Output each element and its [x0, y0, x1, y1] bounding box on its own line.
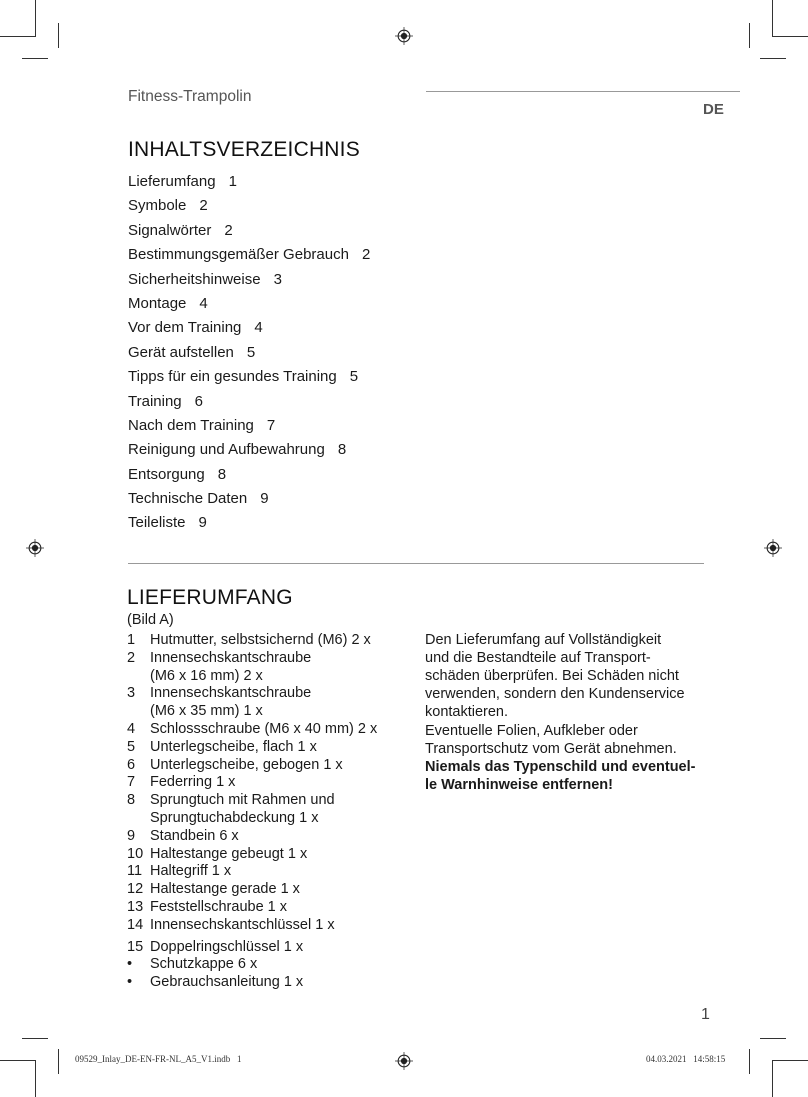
crop-mark [760, 1038, 786, 1039]
toc-heading: INHALTSVERZEICHNIS [128, 138, 360, 161]
item-text: Hutmutter, selbstsichernd (M6) 2 x [150, 632, 371, 648]
toc-entry-page: 5 [349, 368, 359, 386]
crop-mark [22, 1038, 48, 1039]
crop-mark [772, 0, 773, 36]
item-text: (M6 x 35 mm) 1 x [150, 703, 263, 720]
item-text: Haltestange gerade 1 x [150, 881, 300, 898]
crop-mark [58, 23, 59, 48]
text-line: verwenden, sondern den Kundenservice [425, 686, 685, 702]
toc-entry[interactable] [128, 438, 370, 462]
crop-mark [749, 1049, 750, 1074]
item-number: 15 [127, 938, 144, 955]
item-text: Doppelringschlüssel 1 x [150, 938, 304, 955]
item-text: Unterlegscheibe, flach 1 x [150, 738, 317, 755]
document-title: Fitness-Trampolin [128, 88, 252, 105]
bullet: • [127, 956, 133, 973]
toc-entry-page: 9 [260, 490, 269, 508]
toc-entry-page: 8 [337, 441, 347, 459]
item-number: 8 [127, 792, 136, 809]
crop-mark [58, 1049, 59, 1074]
item-text: Standbein 6 x [150, 827, 239, 844]
toc-entry-page: 8 [217, 465, 227, 483]
item-number: 10 [127, 845, 144, 862]
toc-entry-label: Training [128, 392, 182, 410]
crop-mark [749, 23, 750, 48]
list-item [127, 974, 417, 992]
crop-mark [35, 1061, 36, 1097]
footer-timestamp: 04.03.2021 14:58:15 [646, 1054, 726, 1064]
item-text: Innensechskantschlüssel 1 x [150, 916, 335, 933]
toc-entry-page: 2 [361, 246, 371, 264]
item-text: Gebrauchsanleitung 1 x [150, 974, 304, 991]
header-divider [426, 91, 740, 92]
toc-entry-page: 2 [199, 197, 208, 215]
crop-mark [772, 1061, 773, 1097]
list-item [127, 774, 417, 792]
item-number: 12 [127, 881, 144, 898]
check-instructions [425, 631, 715, 721]
bullet: • [127, 974, 133, 991]
toc-entry-label: Gerät aufstellen [128, 343, 234, 361]
item-number: 7 [127, 774, 136, 791]
crop-mark [0, 1060, 36, 1061]
scope-heading: LIEFERUMFANG [127, 586, 293, 609]
item-number: 6 [127, 756, 136, 773]
crop-mark [22, 58, 48, 59]
toc-entry[interactable] [128, 365, 370, 389]
toc-entry-label: Tipps für ein gesundes Training [128, 368, 337, 386]
section-divider [128, 563, 704, 564]
text-line: und die Bestandteile auf Transport- [425, 650, 651, 666]
text-line: Eventuelle Folien, Aufkleber oder [425, 723, 638, 739]
warning-text [425, 758, 715, 794]
toc-entry[interactable] [128, 243, 370, 267]
toc-entry[interactable] [128, 268, 370, 292]
page-number: 1 [701, 1006, 710, 1023]
list-item [127, 757, 417, 775]
list-item [127, 846, 417, 864]
language-tag: DE [703, 101, 724, 118]
text-line: le Warnhinweise entfernen! [425, 777, 613, 793]
figure-reference: (Bild A) [127, 612, 174, 628]
toc-entry-label: Teileliste [128, 514, 186, 532]
toc-entry-page: 2 [224, 221, 233, 239]
item-number: 14 [127, 916, 144, 933]
parts-list [127, 632, 417, 992]
list-item [127, 685, 417, 721]
item-number: 3 [127, 685, 136, 702]
list-item [127, 863, 417, 881]
toc-entry-label: Reinigung und Aufbewahrung [128, 441, 325, 459]
item-text: Feststellschraube 1 x [150, 898, 288, 915]
text-line: Den Lieferumfang auf Vollständigkeit [425, 632, 662, 648]
toc-entry-label: Nach dem Training [128, 416, 254, 434]
toc-entry[interactable] [128, 487, 370, 511]
registration-mark-icon [395, 1052, 413, 1070]
toc-entry[interactable] [128, 170, 370, 194]
item-number: 13 [127, 898, 144, 915]
crop-mark [772, 36, 808, 37]
text-line: schäden überprüfen. Bei Schäden nicht [425, 668, 679, 684]
list-item [127, 739, 417, 757]
toc-entry[interactable] [128, 341, 370, 365]
item-number: 11 [127, 863, 143, 880]
toc-entry-page: 1 [228, 173, 237, 190]
item-number: 5 [127, 738, 136, 755]
list-item [127, 650, 417, 686]
item-text: Haltegriff 1 x [150, 863, 232, 880]
toc-entry-page: 3 [273, 270, 282, 288]
crop-mark [772, 1060, 808, 1061]
toc-entry[interactable] [128, 390, 370, 414]
item-text: Innensechskantschraube [150, 649, 312, 666]
list-item [127, 632, 417, 650]
toc-entry-label: Vor dem Training [128, 319, 242, 337]
toc-entry-label: Signalwörter [128, 221, 212, 239]
toc-entry-label: Montage [128, 294, 187, 312]
text-line: Transportschutz vom Gerät abnehmen. [425, 741, 677, 757]
list-item [127, 881, 417, 899]
toc-entry-page: 7 [266, 416, 276, 434]
toc-entry[interactable] [128, 414, 370, 438]
item-number: 4 [127, 720, 136, 737]
toc-entry-label: Bestimmungsgemäßer Gebrauch [128, 246, 349, 264]
text-line: kontaktieren. [425, 704, 509, 720]
text-line: Niemals das Typenschild und eventuel- [425, 759, 696, 775]
toc-entry-label: Sicherheitshinweise [128, 270, 261, 288]
toc-entry-page: 4 [254, 319, 263, 337]
item-text: Haltestange gebeugt 1 x [150, 845, 308, 862]
toc-entry[interactable] [128, 463, 370, 487]
item-text: Innensechskantschraube [150, 685, 312, 702]
list-item [127, 939, 417, 957]
toc-entry[interactable] [128, 292, 370, 316]
item-text: Sprungtuch mit Rahmen und [150, 792, 335, 809]
toc-entry-label: Technische Daten [128, 490, 248, 508]
footer-filename: 09529_Inlay_DE-EN-FR-NL_A5_V1.indb 1 [75, 1054, 242, 1064]
toc-entry-page: 4 [199, 294, 208, 312]
list-item [127, 828, 417, 846]
table-of-contents [128, 170, 370, 536]
toc-entry[interactable] [128, 219, 370, 243]
removal-instructions [425, 722, 715, 758]
scope-notes [425, 631, 715, 794]
item-text: (M6 x 16 mm) 2 x [150, 667, 263, 684]
toc-entry-page: 6 [194, 392, 203, 410]
list-item [127, 721, 417, 739]
registration-mark-icon [764, 539, 782, 557]
toc-entry[interactable] [128, 511, 370, 535]
toc-entry-label: Symbole [128, 197, 187, 215]
toc-entry[interactable] [128, 316, 370, 340]
item-text: Unterlegscheibe, gebogen 1 x [150, 756, 343, 773]
item-number: 1 [127, 632, 136, 648]
registration-mark-icon [26, 539, 44, 557]
item-number: 2 [127, 649, 136, 666]
item-text: Schutzkappe 6 x [150, 956, 258, 973]
crop-mark [760, 58, 786, 59]
toc-entry[interactable] [128, 194, 370, 218]
item-text: Schlossschraube (M6 x 40 mm) 2 x [150, 720, 378, 737]
toc-entry-page: 5 [246, 343, 256, 361]
crop-mark [0, 36, 36, 37]
list-item [127, 899, 417, 917]
item-number: 9 [127, 827, 136, 844]
item-text: Federring 1 x [150, 774, 236, 791]
crop-mark [35, 0, 36, 36]
list-item [127, 792, 417, 828]
registration-mark-icon [395, 27, 413, 45]
toc-entry-label: Lieferumfang [128, 173, 216, 190]
toc-entry-page: 9 [198, 514, 207, 532]
toc-entry-label: Entsorgung [128, 465, 205, 483]
list-item [127, 956, 417, 974]
item-text: Sprungtuchabdeckung 1 x [150, 809, 319, 826]
list-item [127, 917, 417, 935]
